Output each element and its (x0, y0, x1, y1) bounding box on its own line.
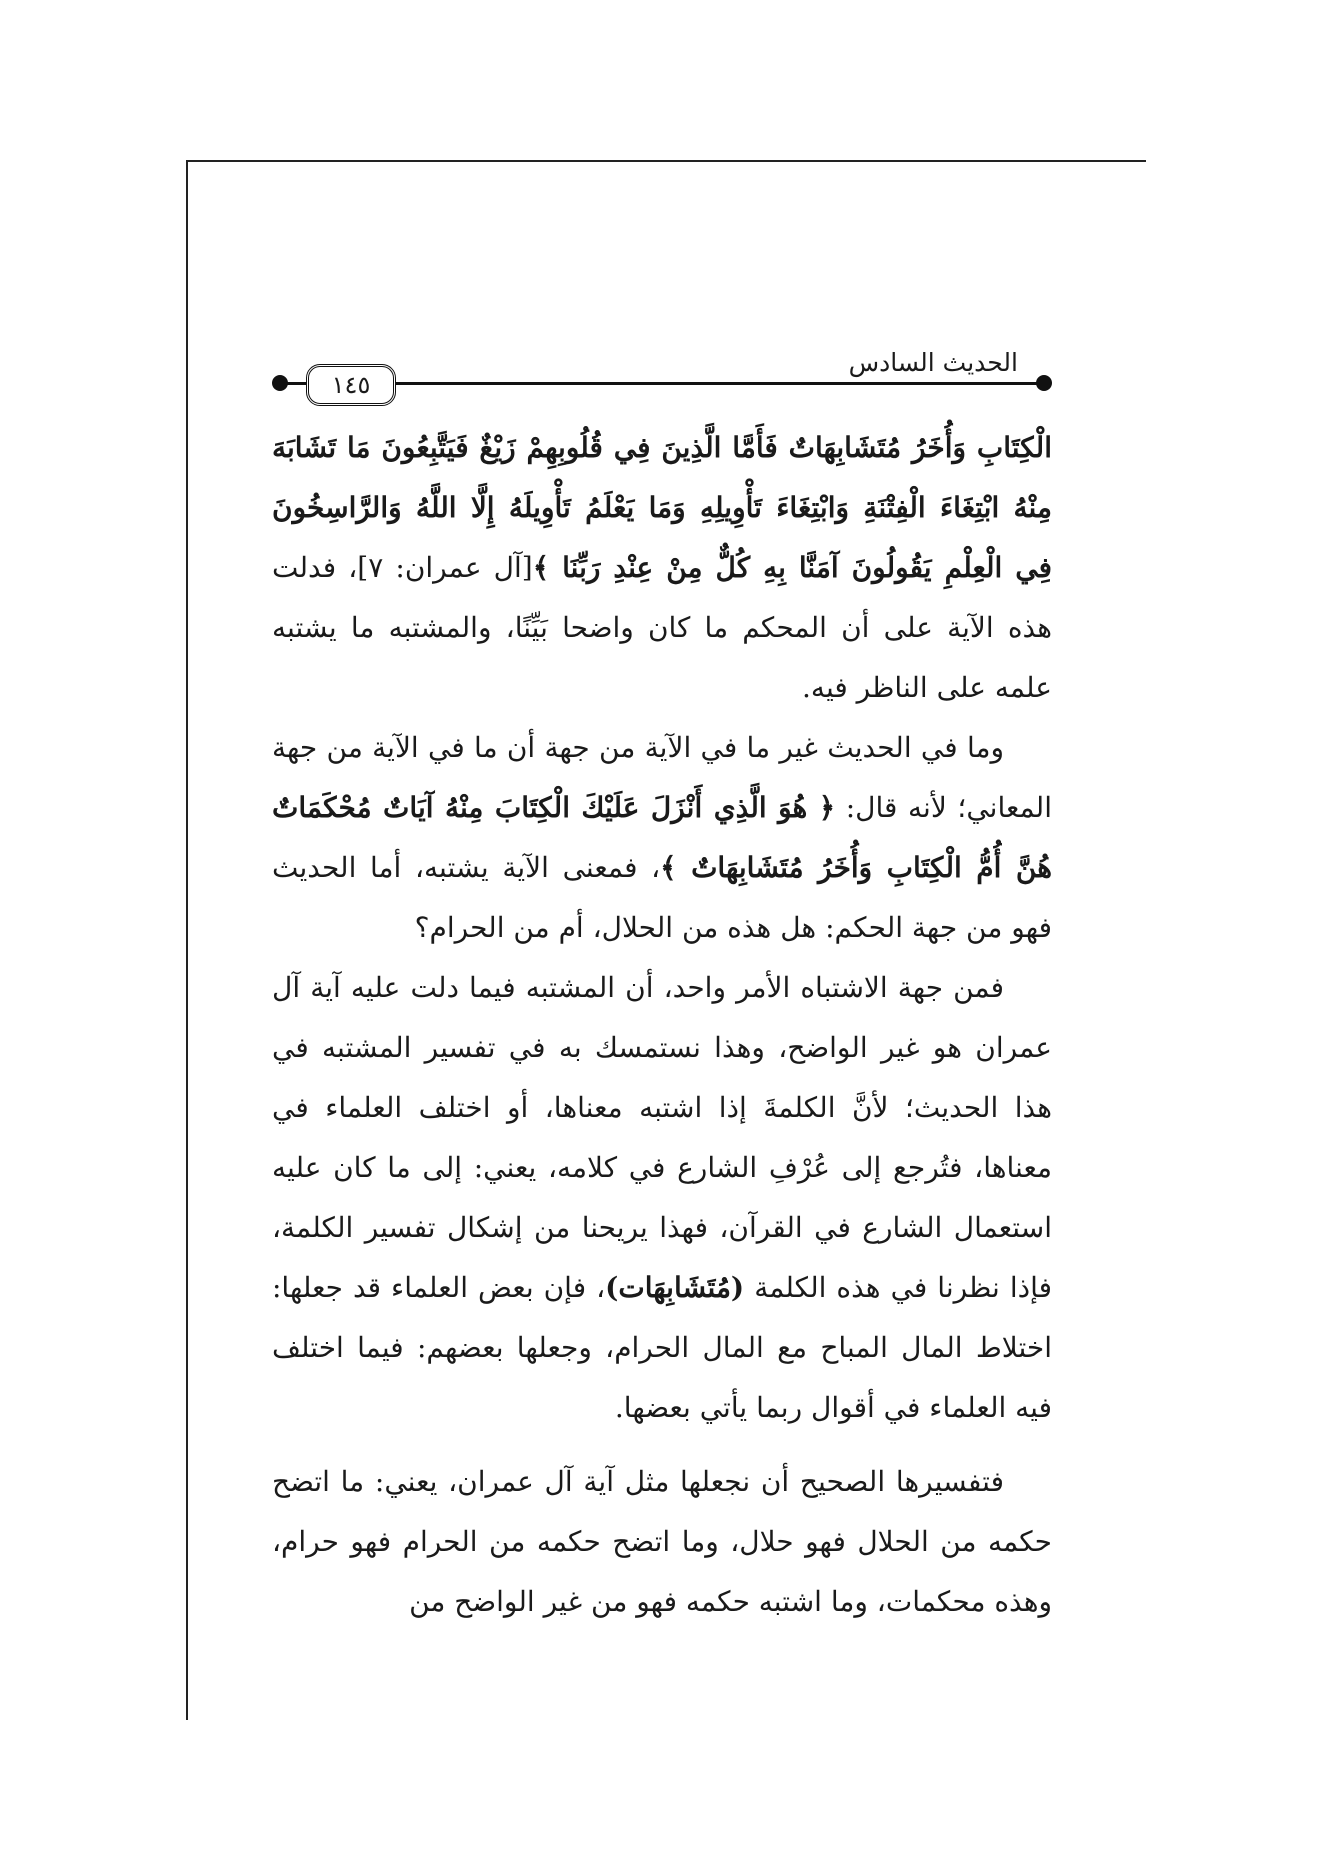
highlighted-term: (مُتَشَابِهَات) (605, 1271, 745, 1304)
paragraph-text: ، فإن بعض العلماء قد جعلها: اختلاط المال المباح مع المال الحرام، وجعلها بعضهم: فيما اختلف فيه العلماء في أقوال ربما يأتي بعضها. (272, 1271, 1052, 1424)
quran-verse: ﴿ هُوَ الَّذِي أَنْزَلَ عَلَيْكَ الْكِتَابَ مِنْهُ آيَاتٌ مُحْكَمَاتٌ هُنَّ أُمُّ الْكِتَابِ وَأُخَرُ مُتَشَابِهَاتٌ ﴾ (272, 791, 1053, 884)
paragraph-4 (272, 1452, 1052, 1632)
chapter-title: الحديث السادس (843, 348, 1024, 377)
header-rule (284, 382, 1040, 385)
paragraph-text: ، فمعنى الآية يشتبه، أما الحديث فهو من جهة الحكم: هل هذه من الحلال، أم من الحرام؟ (272, 851, 1052, 944)
header-ornament-left (272, 375, 288, 391)
page-number: ١٤٥ (306, 364, 396, 406)
page-header (272, 348, 1052, 408)
page-frame-top-border (186, 160, 1146, 162)
paragraph-text: وما في الحديث غير ما في الآية من جهة أن ما في الآية من جهة المعاني؛ لأنه قال: (272, 731, 1052, 824)
quran-verse-continuation: الْكِتَابِ وَأُخَرُ مُتَشَابِهَاتٌ فَأَمَّا الَّذِينَ فِي قُلُوبِهِمْ زَيْغٌ فَيَتَّبِعُونَ مَا تَشَابَهَ مِنْهُ ابْتِغَاءَ الْفِتْنَةِ وَابْتِغَاءَ تَأْوِيلِهِ وَمَا يَعْلَمُ تَأْوِيلَهُ إِلَّا اللَّهُ وَالرَّاسِخُونَ فِي الْعِلْمِ يَقُولُونَ آمَنَّا بِهِ كُلٌّ مِنْ عِنْدِ رَبِّنَا ﴾ (272, 431, 1053, 584)
paragraph-3 (272, 958, 1052, 1438)
paragraph-text: فتفسيرها الصحيح أن نجعلها مثل آية آل عمران، يعني: ما اتضح حكمه من الحلال فهو حلال، وما اتضح حكمه من الحرام فهو حرام، وهذه محكمات، وما اشتبه حكمه فهو من غير الواضح من (272, 1465, 1052, 1618)
paragraph-text: [آل عمران: ٧]، فدلت هذه الآية على أن المحكم ما كان واضحا بَيِّنًا، والمشتبه ما يشتبه علمه على الناظر فيه. (272, 551, 1052, 704)
paragraph-2 (272, 718, 1052, 958)
paragraph-text: فمن جهة الاشتباه الأمر واحد، أن المشتبه فيما دلت عليه آية آل عمران هو غير الواضح، وهذا نستمسك به في تفسير المشتبه في هذا الحديث؛ لأنَّ الكلمةَ إذا اشتبه معناها، أو اختلف العلماء في معناها، فتُرجع إلى عُرْفِ الشارع في كلامه، يعني: إلى ما كان عليه استعمال الشارع في القرآن، فهذا يريحنا من إشكال تفسير الكلمة، فإذا نظرنا في هذه الكلمة (272, 971, 1052, 1304)
page-frame-left-border (186, 160, 188, 1720)
page-body (272, 418, 1053, 1618)
header-ornament-right (1036, 375, 1052, 391)
paragraph-1 (272, 418, 1052, 718)
